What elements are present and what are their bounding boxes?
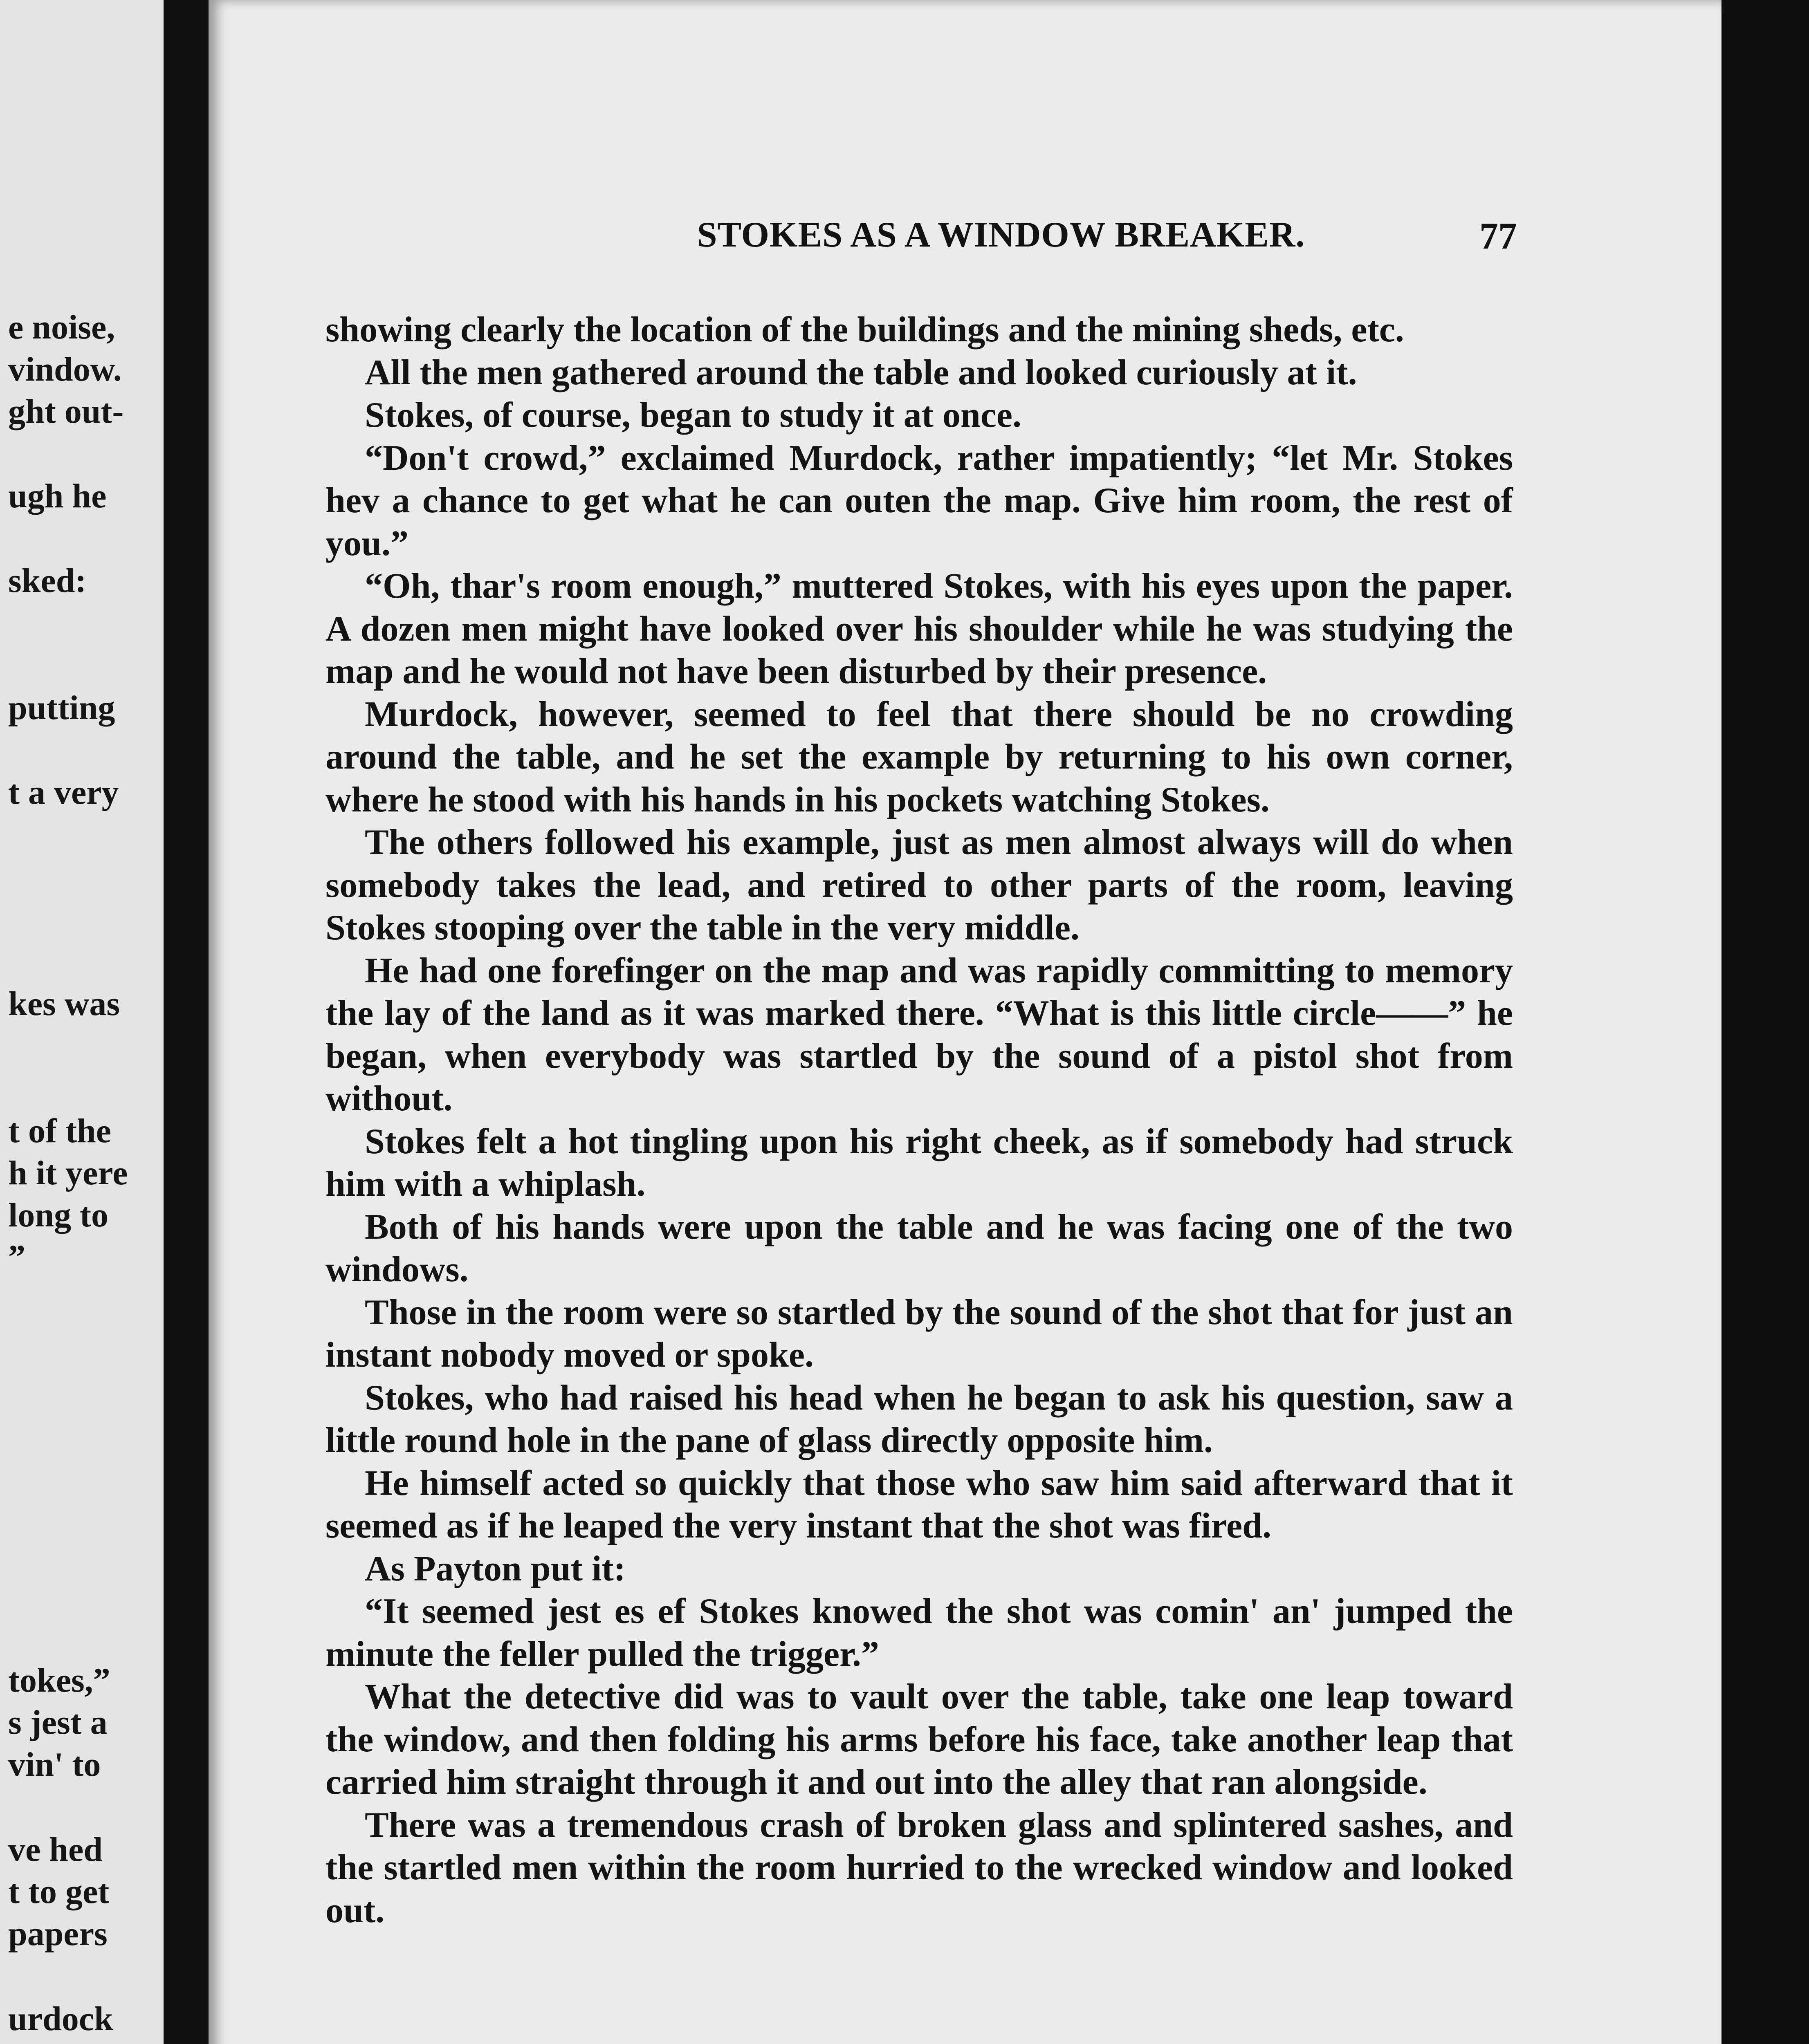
paragraph: All the men gathered around the table and looked curiously at it. [365,352,1357,392]
left-page-line: long to [8,1196,109,1234]
paragraph: showing clearly the location of the buildings and the mining sheds, etc. [325,310,1404,350]
left-page-line: urdock [8,2000,113,2038]
paragraph: Stokes, of course, began to study it at once. [365,395,1021,435]
paragraph: Those in the room were so startled by the sound of the shot that for just an instant nobody moved or spoke. [325,1292,1513,1375]
left-page-line: papers [8,1915,108,1953]
page-number: 77 [1479,215,1517,257]
left-page-line: ve hed [8,1831,103,1869]
paragraph: There was a tremendous crash of broken glass and splintered sashes, and the startled men within the room hurried to the wrecked window and looked out. [325,1805,1513,1930]
paragraph: Stokes felt a hot tingling upon his right cheek, as if somebody had struck him with a whiplash. [325,1121,1513,1204]
book-page [209,0,1721,2044]
left-page-line: vindow. [8,350,122,388]
paragraph: “It seemed jest es ef Stokes knowed the shot was comin' an' jumped the minute the feller pulled the trigger.” [325,1591,1513,1674]
paragraph: What the detective did was to vault over the table, take one leap toward the window, and then folding his arms before his face, take another leap that carried him straight through it and out into the alley that ran alongside. [325,1677,1513,1802]
paragraph: Murdock, however, seemed to feel that there should be no crowding around the table, and he set the example by returning to his own corner, where he stood with his hands in his pockets watching Stokes. [325,694,1513,820]
left-page-line: t to get [8,1873,110,1911]
left-page-line: putting [8,689,115,727]
paragraph: The others followed his example, just as men almost always will do when somebody takes the lead, and retired to other parts of the room, leaving Stokes stooping over the table in the very middle. [325,823,1513,948]
left-page-line: tokes,” [8,1661,110,1699]
left-page-line: e noise, [8,308,115,346]
left-page-line: ght out- [8,392,124,430]
left-page-line: t a very [8,773,119,811]
left-page-line: h it yere [8,1154,128,1192]
paragraph: “Oh, thar's room enough,” muttered Stokes, with his eyes upon the paper. A dozen men might have looked over his shoulder while he was studying the map and he would not have been disturbed by their presence. [325,566,1513,691]
left-page-line: sked: [8,562,87,600]
left-page-line: vin' to [8,1746,101,1784]
paragraph: He had one forefinger on the map and was rapidly committing to memory the lay of the land as it was marked there. “What is this little circle——” he began, when everybody was startled by the sound of a pistol shot from without. [325,950,1513,1118]
left-page-line: s jest a [8,1703,108,1741]
paragraph: Stokes, who had raised his head when he began to ask his question, saw a little round hole in the pane of glass directly opposite him. [325,1378,1513,1460]
left-page-line: kes was [8,985,120,1023]
page-body [325,309,1513,1932]
right-page-shadow [1721,0,1809,2044]
paragraph: He himself acted so quickly that those who saw him said afterward that it seemed as if he leaped the very instant that the shot was fired. [325,1463,1513,1546]
paragraph: As Payton put it: [365,1549,626,1589]
left-page-line: ugh he [8,477,107,515]
paragraph: “Don't crowd,” exclaimed Murdock, rather impatiently; “let Mr. Stokes hev a chance to get what he can outen the map. Give him room, the rest of you.” [325,438,1513,563]
left-page-line: t of the [8,1112,111,1150]
paragraph: Both of his hands were upon the table and he was facing one of the two windows. [325,1207,1513,1289]
previous-page-edge [0,0,164,2044]
running-head: STOKES AS A WINDOW BREAKER. [697,215,1305,255]
left-page-line: ” [8,1238,25,1276]
